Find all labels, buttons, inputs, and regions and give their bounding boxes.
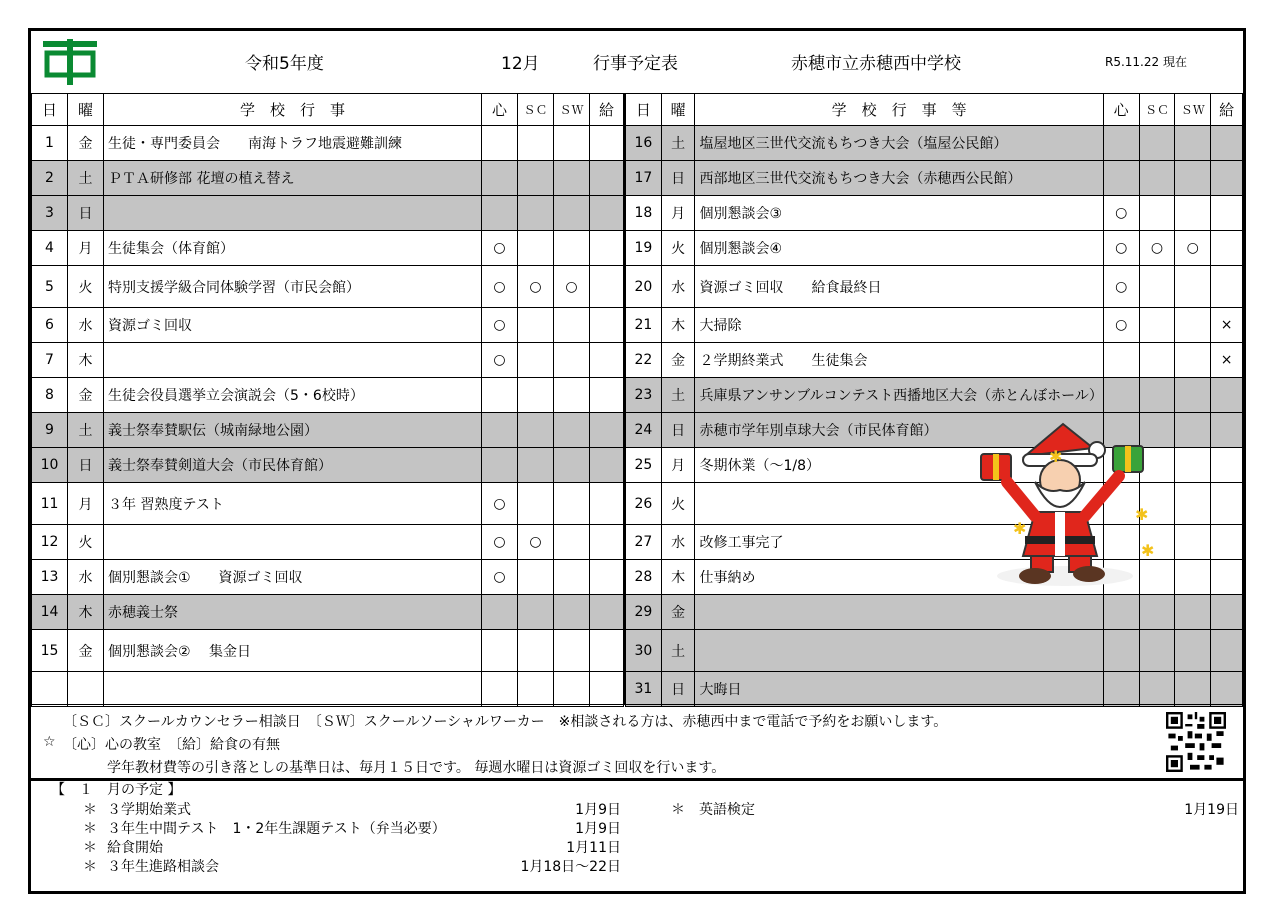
day-cell: 26: [626, 483, 662, 525]
col-events: 学 校 行 事 等: [695, 94, 1103, 126]
kyu-cell: [1211, 231, 1243, 266]
sw-cell: [554, 595, 590, 630]
weekday-cell: 水: [661, 525, 695, 560]
table-row: [626, 378, 1243, 413]
sc-cell: [518, 126, 554, 161]
january-item-bullet: ＊: [83, 859, 97, 875]
kokoro-cell: [1103, 378, 1139, 413]
sw-cell: [1175, 161, 1211, 196]
col-weekday: 曜: [68, 94, 104, 126]
event-cell: 西部地区三世代交流もちつき大会（赤穂西公民館）: [695, 161, 1103, 196]
sc-cell: ○: [518, 525, 554, 560]
day-cell: 22: [626, 343, 662, 378]
event-cell: ２学期終業式 生徒集会: [695, 343, 1103, 378]
kokoro-cell: ○: [482, 525, 518, 560]
sc-cell: [1139, 378, 1175, 413]
table-row: [626, 196, 1243, 231]
sw-cell: [554, 672, 590, 707]
doc-title: 行事予定表: [593, 54, 678, 74]
january-item-bullet: ＊: [83, 821, 97, 837]
event-cell: 生徒集会（体育館）: [104, 231, 482, 266]
day-cell: 9: [32, 413, 68, 448]
weekday-cell: 水: [661, 266, 695, 308]
day-cell: 15: [32, 630, 68, 672]
event-cell: 仕事納め: [695, 560, 1103, 595]
sw-cell: [1175, 308, 1211, 343]
event-cell: 義士祭奉賛剣道大会（市民体育館）: [104, 448, 482, 483]
day-cell: 3: [32, 196, 68, 231]
kyu-cell: [590, 672, 624, 707]
kokoro-cell: [482, 672, 518, 707]
sc-cell: [518, 672, 554, 707]
calendar-right: [625, 93, 1243, 707]
kyu-cell: [1211, 595, 1243, 630]
day-cell: 28: [626, 560, 662, 595]
event-cell: 大晦日: [695, 672, 1103, 707]
event-cell: 改修工事完了: [695, 525, 1103, 560]
kyu-cell: [590, 161, 624, 196]
weekday-cell: 火: [68, 525, 104, 560]
svg-text:✱: ✱: [1013, 519, 1027, 538]
page-header: [31, 31, 1243, 94]
event-cell: [104, 525, 482, 560]
january-item-text: 給食開始: [107, 840, 163, 856]
calendar-left: [31, 93, 624, 707]
santa-illustration: [973, 416, 1153, 591]
event-cell: [104, 343, 482, 378]
col-kyu: 給: [1211, 94, 1243, 126]
sw-cell: [1175, 448, 1211, 483]
sc-cell: [1139, 308, 1175, 343]
weekday-cell: 土: [661, 378, 695, 413]
sc-cell: [518, 196, 554, 231]
sw-cell: ○: [1175, 231, 1211, 266]
day-cell: 6: [32, 308, 68, 343]
table-row: [32, 448, 624, 483]
table-row: [32, 413, 624, 448]
sw-cell: [1175, 266, 1211, 308]
day-cell: 27: [626, 525, 662, 560]
month-label: 12月: [501, 54, 540, 74]
star-icon: ☆: [43, 734, 56, 750]
sw-cell: [1175, 595, 1211, 630]
january-item-date: 1月19日: [1184, 802, 1239, 818]
sc-cell: [518, 161, 554, 196]
january-item-date: 1月9日: [575, 802, 621, 818]
event-cell: 個別懇談会② 集金日: [104, 630, 482, 672]
col-kokoro: 心: [1103, 94, 1139, 126]
sc-cell: [518, 630, 554, 672]
sw-cell: [554, 231, 590, 266]
note-consultation: 〔ＳＣ〕スクールカウンセラー相談日 〔ＳＷ〕スクールソーシャルワーカー ※相談される方は、赤穂西中まで電話で予約をお願いします。: [63, 714, 948, 730]
era-year: 令和5年度: [245, 54, 324, 74]
sc-cell: [518, 595, 554, 630]
kyu-cell: [1211, 413, 1243, 448]
sc-cell: [1139, 672, 1175, 707]
event-cell: 生徒会役員選挙立会演説会（5・6校時）: [104, 378, 482, 413]
table-row: [626, 266, 1243, 308]
table-row: [626, 126, 1243, 161]
note-payment: 学年教材費等の引き落としの基準日は、毎月１５日です。 毎週水曜日は資源ゴミ回収を行います。: [107, 760, 726, 776]
table-row: [32, 126, 624, 161]
day-cell: [32, 672, 68, 707]
weekday-cell: [68, 672, 104, 707]
kokoro-cell: [482, 595, 518, 630]
day-cell: 14: [32, 595, 68, 630]
qr-code-icon: [1165, 712, 1227, 772]
kokoro-cell: [1103, 595, 1139, 630]
kokoro-cell: ○: [482, 560, 518, 595]
january-item-text: ３年生進路相談会: [107, 859, 219, 875]
event-cell: 特別支援学級合同体験学習（市民会館）: [104, 266, 482, 308]
weekday-cell: 日: [661, 672, 695, 707]
weekday-cell: 金: [661, 343, 695, 378]
kokoro-cell: ○: [482, 483, 518, 525]
event-cell: 塩屋地区三世代交流もちつき大会（塩屋公民館）: [695, 126, 1103, 161]
sc-cell: [518, 231, 554, 266]
weekday-cell: 金: [68, 126, 104, 161]
kyu-cell: [1211, 126, 1243, 161]
january-heading: 【 １ 月の予定 】: [51, 782, 182, 798]
sw-cell: [554, 161, 590, 196]
sc-cell: [518, 343, 554, 378]
kyu-cell: [590, 595, 624, 630]
kyu-cell: [1211, 483, 1243, 525]
kyu-cell: [590, 196, 624, 231]
weekday-cell: 水: [68, 308, 104, 343]
school-name: 赤穂市立赤穂西中学校: [791, 54, 961, 74]
kyu-cell: [1211, 672, 1243, 707]
kokoro-cell: [482, 161, 518, 196]
sw-cell: [554, 196, 590, 231]
kokoro-cell: ○: [482, 231, 518, 266]
svg-text:✱: ✱: [1135, 505, 1149, 524]
january-item-date: 1月9日: [575, 821, 621, 837]
weekday-cell: 火: [661, 483, 695, 525]
weekday-cell: 土: [68, 161, 104, 196]
weekday-cell: 日: [68, 448, 104, 483]
event-cell: 個別懇談会④: [695, 231, 1103, 266]
sw-cell: [1175, 343, 1211, 378]
day-cell: 24: [626, 413, 662, 448]
sw-cell: [1175, 630, 1211, 672]
sw-cell: [1175, 196, 1211, 231]
school-emblem-icon: [41, 37, 99, 87]
weekday-cell: 月: [661, 196, 695, 231]
weekday-cell: 月: [68, 483, 104, 525]
kyu-cell: [590, 378, 624, 413]
table-row: [32, 560, 624, 595]
col-events: 学 校 行 事: [104, 94, 482, 126]
sw-cell: [554, 448, 590, 483]
kokoro-cell: ○: [482, 343, 518, 378]
january-item-text: ３年生中間テスト 1・2年生課題テスト（弁当必要）: [107, 821, 446, 837]
january-item-bullet: ＊: [83, 802, 97, 818]
kokoro-cell: [482, 630, 518, 672]
day-cell: 13: [32, 560, 68, 595]
table-row: [32, 672, 624, 707]
table-row: [626, 343, 1243, 378]
table-row: [626, 672, 1243, 707]
notes-section: [31, 704, 1243, 781]
weekday-cell: 金: [68, 378, 104, 413]
kyu-cell: [590, 448, 624, 483]
sw-cell: [554, 126, 590, 161]
kyu-cell: [1211, 378, 1243, 413]
day-cell: 17: [626, 161, 662, 196]
day-cell: 20: [626, 266, 662, 308]
event-cell: 冬期休業（～1/8）: [695, 448, 1103, 483]
event-cell: 義士祭奉賛駅伝（城南緑地公園）: [104, 413, 482, 448]
event-cell: 個別懇談会① 資源ゴミ回収: [104, 560, 482, 595]
day-cell: 29: [626, 595, 662, 630]
table-row: [32, 161, 624, 196]
day-cell: 23: [626, 378, 662, 413]
schedule-sheet: [28, 28, 1246, 894]
kokoro-cell: ○: [482, 266, 518, 308]
col-weekday: 曜: [661, 94, 695, 126]
sc-cell: [1139, 630, 1175, 672]
sc-cell: ○: [1139, 231, 1175, 266]
note-legend: 〔心〕心の教室 〔給〕給食の有無: [63, 737, 280, 753]
kokoro-cell: [482, 126, 518, 161]
day-cell: 11: [32, 483, 68, 525]
kyu-cell: [590, 343, 624, 378]
kokoro-cell: [482, 196, 518, 231]
kyu-cell: [1211, 196, 1243, 231]
kyu-cell: [590, 560, 624, 595]
col-kokoro: 心: [482, 94, 518, 126]
kyu-cell: ×: [1211, 343, 1243, 378]
kokoro-cell: [482, 413, 518, 448]
sc-cell: [518, 308, 554, 343]
table-row: [32, 308, 624, 343]
sw-cell: [554, 308, 590, 343]
kyu-cell: [1211, 630, 1243, 672]
day-cell: 4: [32, 231, 68, 266]
day-cell: 5: [32, 266, 68, 308]
sw-cell: [1175, 525, 1211, 560]
svg-text:✱: ✱: [1141, 541, 1155, 560]
sc-cell: [1139, 196, 1175, 231]
january-item-bullet: ＊: [671, 802, 685, 818]
january-item-date: 1月11日: [566, 840, 621, 856]
sw-cell: [554, 525, 590, 560]
sw-cell: [1175, 483, 1211, 525]
sc-cell: [1139, 343, 1175, 378]
weekday-cell: 日: [68, 196, 104, 231]
table-row: [626, 308, 1243, 343]
event-cell: 赤穂市学年別卓球大会（市民体育館）: [695, 413, 1103, 448]
sc-cell: [518, 378, 554, 413]
sw-cell: [1175, 126, 1211, 161]
sw-cell: [1175, 672, 1211, 707]
sc-cell: [1139, 266, 1175, 308]
event-cell: 赤穂義士祭: [104, 595, 482, 630]
table-row: [32, 266, 624, 308]
col-day: 日: [626, 94, 662, 126]
sw-cell: [1175, 378, 1211, 413]
sw-cell: [554, 630, 590, 672]
event-cell: ＰＴＡ研修部 花壇の植え替え: [104, 161, 482, 196]
svg-text:✱: ✱: [1049, 447, 1063, 466]
kyu-cell: [590, 266, 624, 308]
table-row: [32, 483, 624, 525]
day-cell: 2: [32, 161, 68, 196]
weekday-cell: 木: [68, 343, 104, 378]
event-cell: ３年 習熟度テスト: [104, 483, 482, 525]
kyu-cell: [1211, 560, 1243, 595]
january-item-text: ３学期始業式: [107, 802, 191, 818]
as-of-date: R5.11.22 現在: [1105, 55, 1187, 69]
weekday-cell: 木: [661, 560, 695, 595]
sw-cell: [554, 483, 590, 525]
kyu-cell: [1211, 448, 1243, 483]
kyu-cell: [1211, 266, 1243, 308]
sc-cell: [518, 483, 554, 525]
col-kyu: 給: [590, 94, 624, 126]
kyu-cell: ×: [1211, 308, 1243, 343]
day-cell: 19: [626, 231, 662, 266]
day-cell: 1: [32, 126, 68, 161]
weekday-cell: 土: [661, 630, 695, 672]
table-row: [626, 595, 1243, 630]
day-cell: 7: [32, 343, 68, 378]
kyu-cell: [1211, 525, 1243, 560]
day-cell: 12: [32, 525, 68, 560]
kyu-cell: [590, 413, 624, 448]
weekday-cell: 月: [68, 231, 104, 266]
col-day: 日: [32, 94, 68, 126]
kyu-cell: [590, 483, 624, 525]
event-cell: [695, 630, 1103, 672]
table-row: [32, 595, 624, 630]
day-cell: 21: [626, 308, 662, 343]
table-row: [32, 630, 624, 672]
table-row: [32, 343, 624, 378]
weekday-cell: 火: [68, 266, 104, 308]
kokoro-cell: ○: [1103, 231, 1139, 266]
event-cell: [104, 672, 482, 707]
kokoro-cell: [1103, 126, 1139, 161]
kokoro-cell: ○: [1103, 196, 1139, 231]
day-cell: 30: [626, 630, 662, 672]
sc-cell: [1139, 126, 1175, 161]
table-row: [32, 231, 624, 266]
kyu-cell: [590, 630, 624, 672]
kokoro-cell: [1103, 630, 1139, 672]
weekday-cell: 木: [68, 595, 104, 630]
sw-cell: [1175, 560, 1211, 595]
kokoro-cell: ○: [482, 308, 518, 343]
weekday-cell: 火: [661, 231, 695, 266]
day-cell: 18: [626, 196, 662, 231]
col-sw: ＳＷ: [1175, 94, 1211, 126]
sc-cell: [518, 413, 554, 448]
sw-cell: [554, 343, 590, 378]
january-item-bullet: ＊: [83, 840, 97, 856]
weekday-cell: 月: [661, 448, 695, 483]
weekday-cell: 水: [68, 560, 104, 595]
kokoro-cell: [1103, 672, 1139, 707]
event-cell: 個別懇談会③: [695, 196, 1103, 231]
sw-cell: [554, 378, 590, 413]
weekday-cell: 金: [68, 630, 104, 672]
january-item-text: 英語検定: [699, 802, 755, 818]
day-cell: 8: [32, 378, 68, 413]
day-cell: 10: [32, 448, 68, 483]
table-row: [32, 196, 624, 231]
weekday-cell: 日: [661, 161, 695, 196]
kokoro-cell: ○: [1103, 308, 1139, 343]
sw-cell: [554, 560, 590, 595]
event-cell: 生徒・専門委員会 南海トラフ地震避難訓練: [104, 126, 482, 161]
weekday-cell: 土: [68, 413, 104, 448]
kokoro-cell: [1103, 343, 1139, 378]
event-cell: [695, 595, 1103, 630]
event-cell: 兵庫県アンサンブルコンテスト西播地区大会（赤とんぼホール）: [695, 378, 1103, 413]
kyu-cell: [1211, 161, 1243, 196]
day-cell: 16: [626, 126, 662, 161]
col-sw: ＳＷ: [554, 94, 590, 126]
kyu-cell: [590, 231, 624, 266]
kokoro-cell: [482, 448, 518, 483]
table-row: [32, 378, 624, 413]
weekday-cell: 木: [661, 308, 695, 343]
january-section: [31, 777, 1243, 891]
event-cell: 資源ゴミ回収 給食最終日: [695, 266, 1103, 308]
table-row: [32, 525, 624, 560]
kyu-cell: [590, 126, 624, 161]
col-sc: ＳＣ: [518, 94, 554, 126]
sc-cell: [1139, 161, 1175, 196]
event-cell: 資源ゴミ回収: [104, 308, 482, 343]
weekday-cell: 日: [661, 413, 695, 448]
sw-cell: ○: [554, 266, 590, 308]
kyu-cell: [590, 525, 624, 560]
event-cell: [104, 196, 482, 231]
sc-cell: ○: [518, 266, 554, 308]
weekday-cell: 土: [661, 126, 695, 161]
sc-cell: [1139, 595, 1175, 630]
day-cell: 25: [626, 448, 662, 483]
weekday-cell: 金: [661, 595, 695, 630]
january-item-date: 1月18日～22日: [520, 859, 621, 875]
kyu-cell: [590, 308, 624, 343]
kokoro-cell: [1103, 161, 1139, 196]
event-cell: 大掃除: [695, 308, 1103, 343]
kokoro-cell: ○: [1103, 266, 1139, 308]
sc-cell: [518, 448, 554, 483]
kokoro-cell: [482, 378, 518, 413]
sw-cell: [1175, 413, 1211, 448]
col-sc: ＳＣ: [1139, 94, 1175, 126]
table-row: [626, 630, 1243, 672]
table-row: [626, 161, 1243, 196]
day-cell: 31: [626, 672, 662, 707]
table-row: [626, 231, 1243, 266]
sc-cell: [518, 560, 554, 595]
sw-cell: [554, 413, 590, 448]
